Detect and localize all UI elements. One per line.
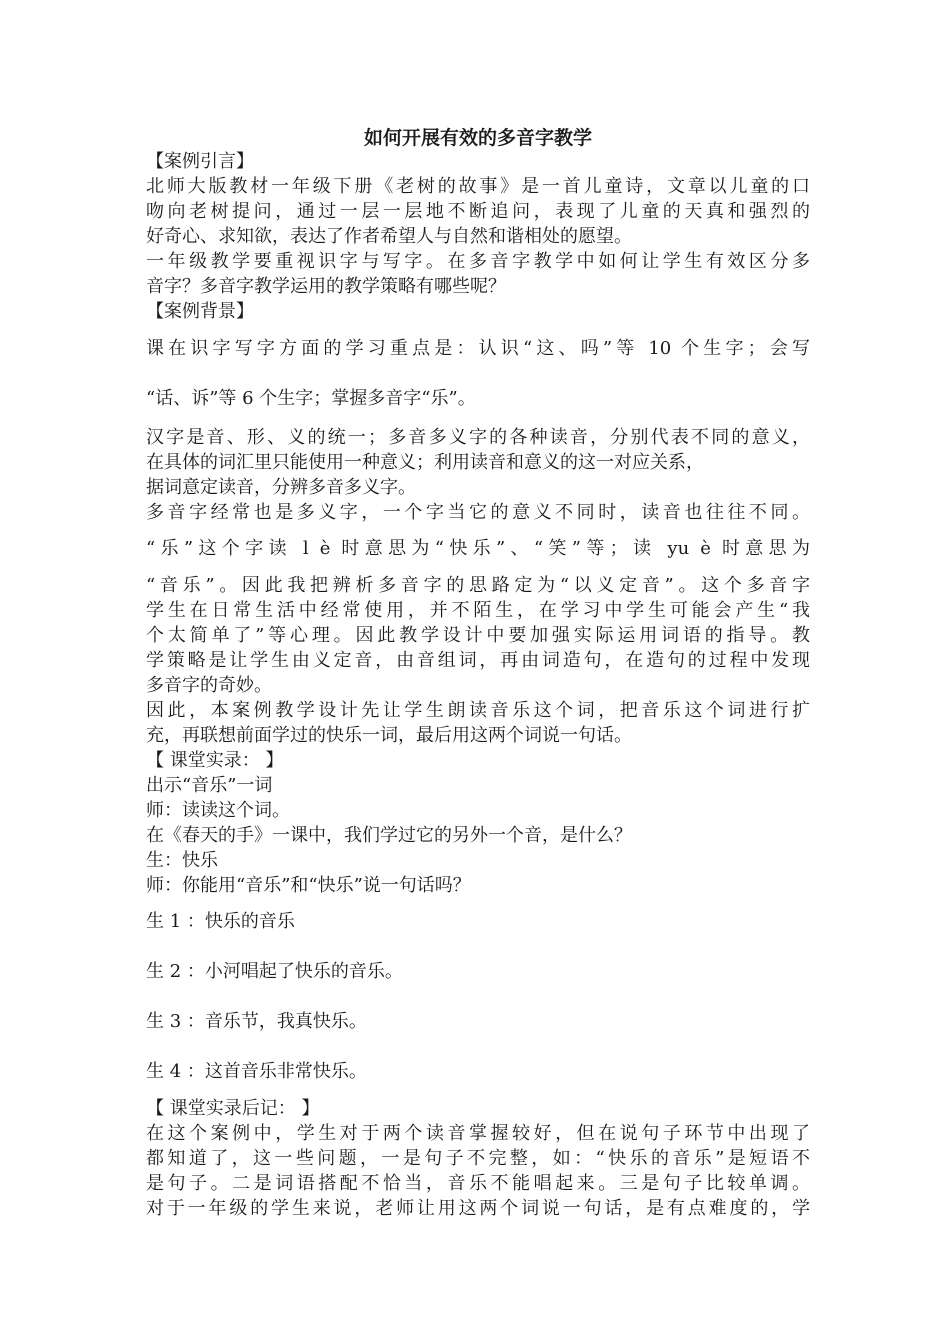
text-line: 在具体的词汇里只能使用一种意义；利用读音和意义的这一对应关系， [146,452,704,473]
section-heading-postscript: 【 课堂实录后记： 】 [146,1098,320,1119]
text-line: 好奇心、求知欲，表达了作者希望人与自然和谐相处的愿望。 [146,226,632,247]
text-line: 充，再联想前面学过的快乐一词，最后用这两个词说一句话。 [146,725,632,746]
text-line: 学生在日常生活中经常使用，并不陌生，在学习中学生可能会产生“我 [146,600,810,621]
section-heading-intro: 【案例引言】 [146,151,254,172]
text-line: 在这个案例中，学生对于两个读音掌握较好，但在说句子环节中出现了 [146,1123,810,1144]
student-answer-3: 生 3 ：音乐节，我真快乐。 [146,1011,367,1032]
student-answer-4: 生 4 ：这首音乐非常快乐。 [146,1061,367,1082]
text-line: “乐”这个字读 l è 时意思为“快乐”、“笑”等；读 yu è 时意思为 [146,538,810,559]
text-line: 是句子。二是词语搭配不恰当，音乐不能唱起来。三是句子比较单调。 [146,1173,810,1194]
text-line: 因此，本案例教学设计先让学生朗读音乐这个词，把音乐这个词进行扩 [146,700,810,721]
text-line: 多音字经常也是多义字，一个字当它的意义不同时，读音也往往不同。 [146,502,810,523]
text-line: 师：读读这个词。 [146,800,290,821]
section-heading-classroom-record: 【 课堂实录： 】 [146,750,284,771]
document-title: 如何开展有效的多音字教学 [363,127,592,149]
text-line: 多音字的奇妙。 [146,675,272,696]
text-line: “音乐”。因此我把辨析多音字的思路定为“以义定音”。这个多音字 [146,575,810,596]
text-line: 北师大版教材一年级下册《老树的故事》是一首儿童诗，文章以儿童的口 [146,176,810,197]
text-line: 汉字是音、形、义的统一；多音多义字的各种读音，分别代表不同的意义， [146,427,810,448]
text-line: “话、诉”等 6 个生字；掌握多音字“乐”。 [146,388,476,409]
text-line: 一年级教学要重视识字与写字。在多音字教学中如何让学生有效区分多 [146,251,810,272]
student-answer-1: 生 1 ：快乐的音乐 [146,911,295,932]
text-line: 学策略是让学生由义定音，由音组词，再由词造句，在造句的过程中发现 [146,650,810,671]
text-line: 音字？多音字教学运用的教学策略有哪些呢？ [146,276,506,297]
text-line: 吻向老树提问，通过一层一层地不断追问，表现了儿童的天真和强烈的 [146,201,810,222]
text-line: 在《春天的手》一课中，我们学过它的另外一个音，是什么？ [146,825,632,846]
text-line: 出示“音乐”一词 [146,775,273,796]
text-line: 个太简单了”等心理。因此教学设计中要加强实际运用词语的指导。教 [146,625,810,646]
student-answer-2: 生 2 ：小河唱起了快乐的音乐。 [146,961,403,982]
text-line: 生：快乐 [146,850,218,871]
text-line: 据词意定读音，分辨多音多义字。 [146,477,416,498]
text-line: 课在识字写字方面的学习重点是：认识“这、吗”等 10 个生字；会写 [146,338,810,359]
text-line: 都知道了，这一些问题，一是句子不完整，如：“快乐的音乐”是短语不 [146,1148,810,1169]
section-heading-background: 【案例背景】 [146,301,254,322]
text-line: 师：你能用“音乐”和“快乐”说一句话吗？ [146,875,471,896]
text-line: 对于一年级的学生来说，老师让用这两个词说一句话，是有点难度的，学 [146,1198,810,1219]
